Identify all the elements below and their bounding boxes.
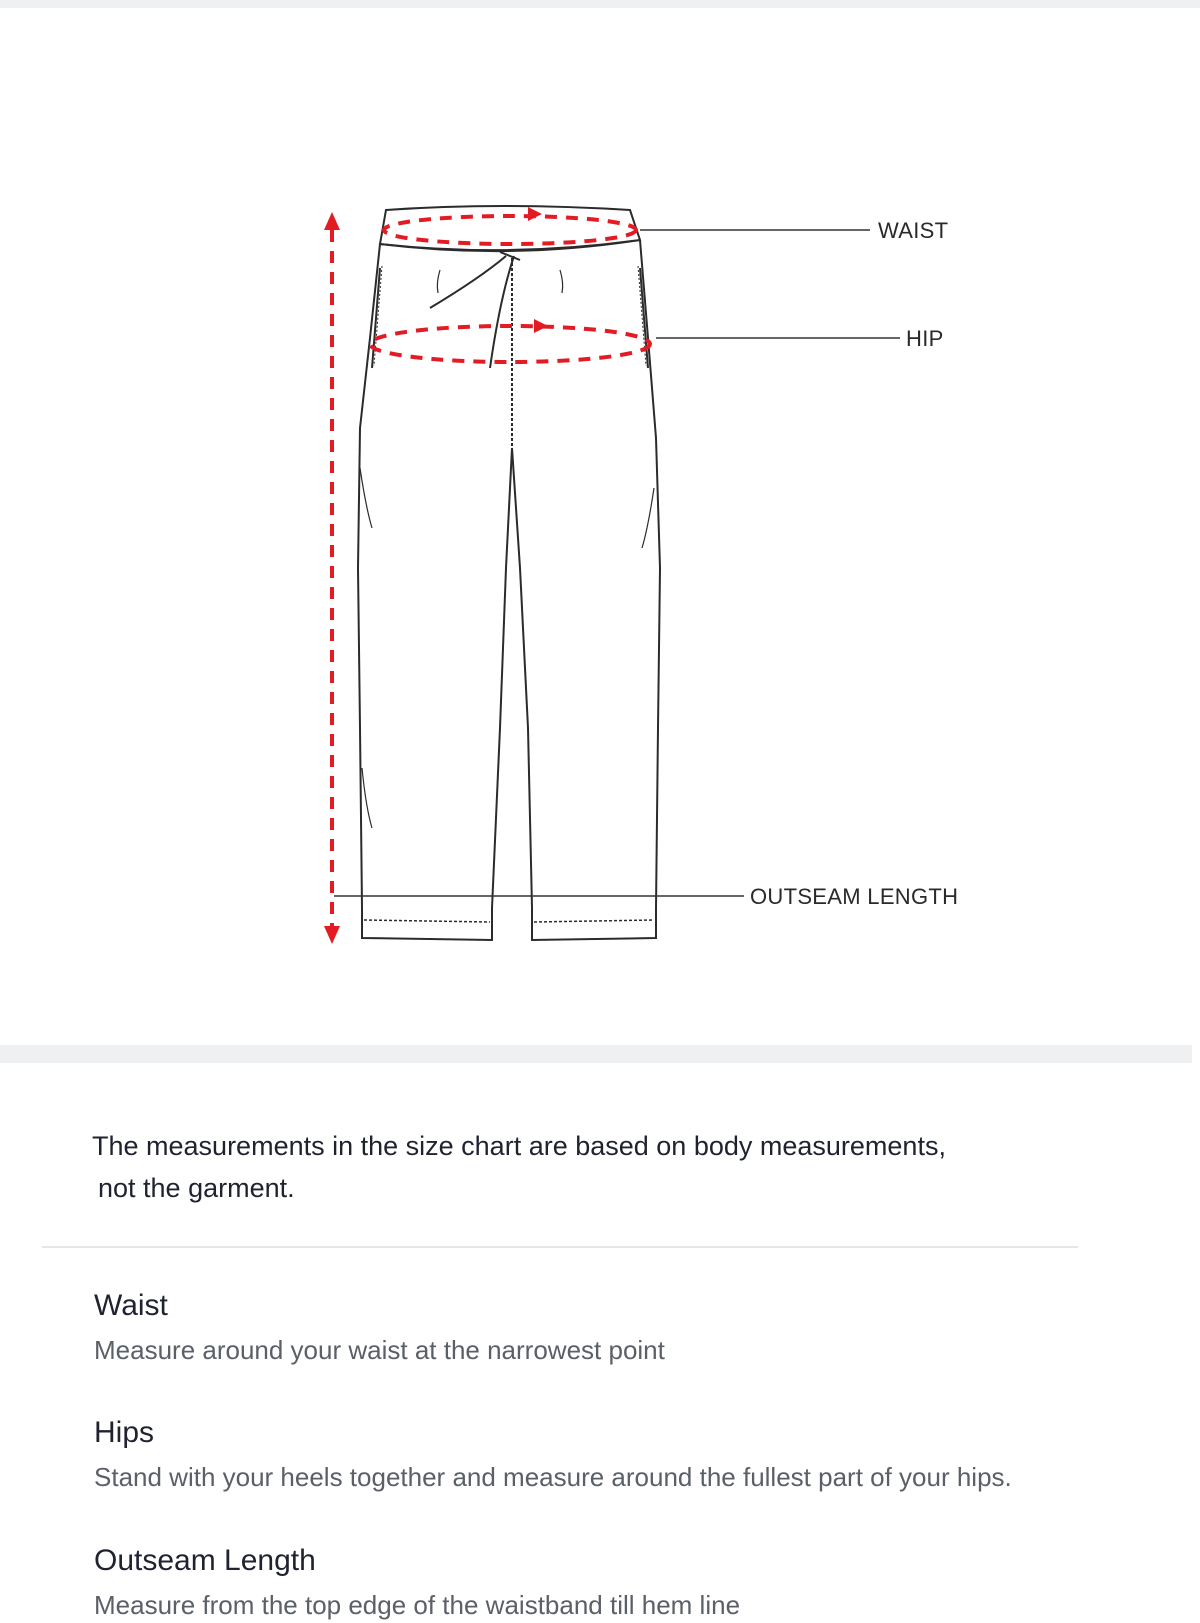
hip-label: HIP xyxy=(906,326,944,351)
waist-label: WAIST xyxy=(878,218,949,243)
guide-item-waist xyxy=(94,1286,1174,1368)
guide-item-hips xyxy=(94,1413,1174,1495)
guide-title: Outseam Length xyxy=(94,1544,316,1577)
guide-item-outseam xyxy=(94,1541,1174,1623)
guide-description: Stand with your heels together and measure around the fullest part of your hips. xyxy=(94,1462,1012,1492)
measurement-diagram xyxy=(0,8,1200,1048)
note-line-1: The measurements in the size chart are based on body measurements, xyxy=(92,1131,946,1161)
guide-title: Waist xyxy=(94,1289,168,1322)
pants-outline-icon xyxy=(0,8,1200,1048)
guide-description: Measure around your waist at the narrowest point xyxy=(94,1335,665,1365)
measurement-note xyxy=(92,1125,972,1209)
note-line-2: not the garment. xyxy=(98,1173,295,1203)
guide-title: Hips xyxy=(94,1416,155,1449)
section-divider xyxy=(0,1045,1192,1063)
content-divider xyxy=(42,1246,1078,1248)
outseam-label: OUTSEAM LENGTH xyxy=(750,884,959,909)
guide-description: Measure from the top edge of the waistband till hem line xyxy=(94,1590,741,1620)
top-divider-strip xyxy=(0,0,1200,8)
